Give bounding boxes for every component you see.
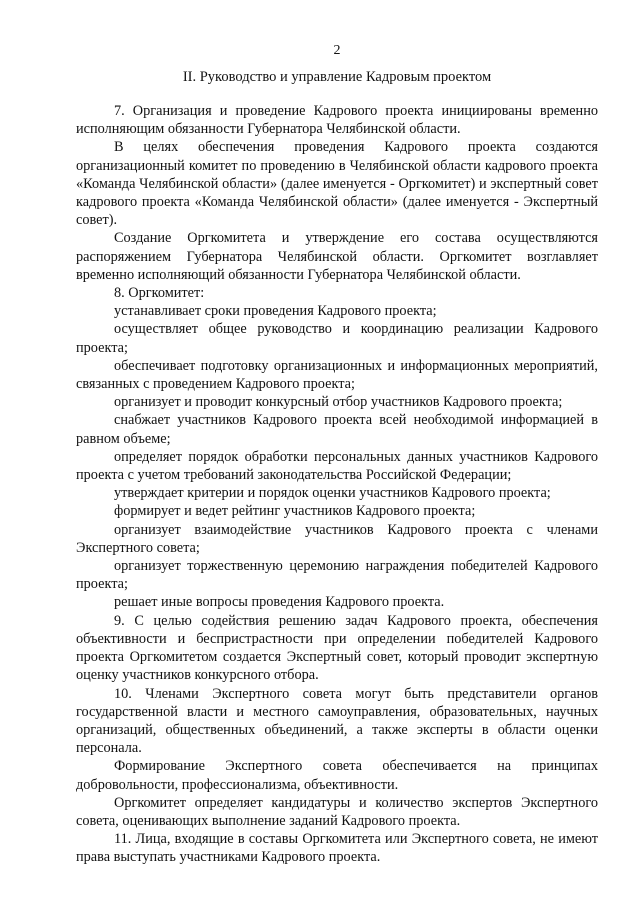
paragraph: Оргкомитет определяет кандидатуры и количество экспертов Экспертного совета, оценивающих выполнение заданий Кадрового проекта. <box>76 794 598 829</box>
list-item: устанавливает сроки проведения Кадрового проекта; <box>114 303 437 320</box>
list-item: формирует и ведет рейтинг участников Кадрового проекта; <box>114 503 476 520</box>
list-item: обеспечивает подготовку организационных и информационных мероприятий, связанных с проведением Кадрового проекта; <box>76 357 598 393</box>
paragraph: 10. Членами Экспертного совета могут быть представители органов государственной власти и местного самоуправления, образовательных, научных организаций, общественных объединений, а также эксперты в области оценки персонала. <box>76 685 598 757</box>
paragraph: Создание Оргкомитета и утверждение его состава осуществляются распоряжением Губернатора Челябинской области. Оргкомитет возглавляет временно исполняющий обязанности Губернатора Челябинской области. <box>76 230 598 283</box>
list-item: организует торжественную церемонию награждения победителей Кадрового проекта; <box>76 558 598 593</box>
list-item: организует взаимодействие участников Кадрового проекта с членами Экспертного совета; <box>76 521 598 556</box>
paragraph: В целях обеспечения проведения Кадрового проекта создаются организационный комитет по проведению в Челябинской области кадрового проекта «Команда Челябинской области» (далее именуется - Оргкомитет) и экспертный совет кадрового проекта «Команда Челябинской области» (далее именуется - Экспертный совет). <box>76 139 598 229</box>
list-item: утверждает критерии и порядок оценки участников Кадрового проекта; <box>114 485 551 502</box>
list-item: снабжает участников Кадрового проекта всей необходимой информацией в равном объеме; <box>76 412 598 447</box>
paragraph: Формирование Экспертного совета обеспечивается на принципах добровольности, профессионализма, объективности. <box>76 758 598 793</box>
paragraph: 11. Лица, входящие в составы Оргкомитета или Экспертного совета, не имеют права выступать участниками Кадрового проекта. <box>76 831 598 866</box>
document-body <box>76 102 598 867</box>
list-item: организует и проводит конкурсный отбор участников Кадрового проекта; <box>114 394 563 411</box>
section-heading: II. Руководство и управление Кадровым проектом <box>182 69 492 85</box>
paragraph: 7. Организация и проведение Кадрового проекта инициированы временно исполняющим обязанности Губернатора Челябинской области. <box>76 103 598 138</box>
list-item: решает иные вопросы проведения Кадрового проекта. <box>114 594 445 611</box>
page-number: 2 <box>333 43 341 58</box>
paragraph: 9. С целью содействия решению задач Кадрового проекта, обеспечения объективности и беспристрастности при определении победителей Кадрового проекта Оргкомитетом создается Экспертный совет, который проводит экспертную оценку участников конкурсного отбора. <box>76 612 598 684</box>
list-item: определяет порядок обработки персональных данных участников Кадрового проекта с учетом требований законодательства Российской Федерации; <box>76 448 598 484</box>
list-item: осуществляет общее руководство и координацию реализации Кадрового проекта; <box>76 321 598 356</box>
paragraph: 8. Оргкомитет: <box>114 285 205 302</box>
